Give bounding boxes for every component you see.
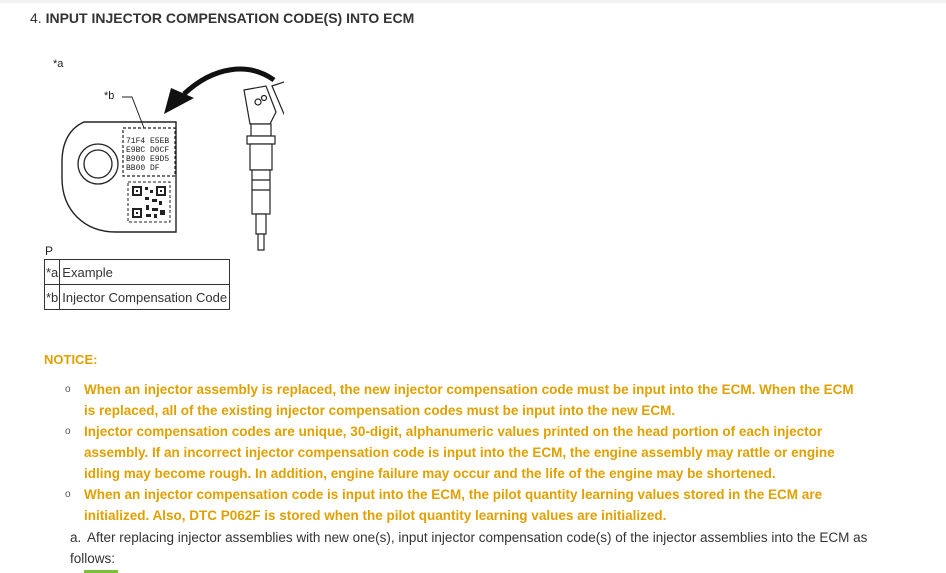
label-a: *a [53, 58, 64, 70]
step-number: 4. [30, 10, 42, 26]
notice-list [60, 379, 860, 526]
qr-code-icon [128, 182, 170, 222]
label-b: *b [104, 90, 115, 102]
legend-text: Example [60, 260, 230, 285]
figure-legend-table [44, 259, 230, 310]
notice-item [60, 379, 860, 421]
notice-item-text: When an injector assembly is replaced, the new injector compensation code must be input into the ECM. When the ECM is replaced, all of the existing injector compensation codes must be input into the new ECM. [84, 382, 854, 418]
step-heading: INPUT INJECTOR COMPENSATION CODE(S) INTO ECM [45, 10, 415, 26]
code-line-4: BB00 DF [126, 164, 160, 173]
legend-key: *a [45, 260, 60, 285]
figure-corner-mark: P [45, 244, 54, 258]
notice-item [60, 421, 860, 484]
injector-diagram [44, 52, 284, 262]
code-line-1: 71F4 E5EB [126, 137, 170, 146]
substep-text: After replacing injector assemblies with new one(s), input injector compensation code(s) of the injector assemblies into the ECM as follows: [70, 530, 868, 566]
bullet-icon: o [65, 384, 71, 395]
substep-marker: a. [70, 530, 82, 545]
legend-row [45, 260, 230, 285]
notice-item [60, 484, 860, 526]
legend-row [45, 285, 230, 310]
top-divider [0, 0, 946, 3]
bullet-icon: o [65, 426, 71, 437]
step-title [30, 10, 414, 26]
code-line-3: B900 E9D5 [126, 155, 170, 164]
plate-hole-inner [84, 150, 112, 178]
injector-illustration [44, 52, 284, 267]
substep-a [70, 527, 880, 569]
legend-key: *b [45, 285, 60, 310]
injector-assembly-icon [244, 78, 284, 250]
notice-title: NOTICE: [44, 352, 98, 367]
code-line-2: E9BC D0CF [126, 146, 170, 155]
notice-item-text: When an injector compensation code is input into the ECM, the pilot quantity learning values stored in the ECM are initialized. Also, DTC P062F is stored when the pilot quantity learning values are initialized. [84, 487, 823, 523]
legend-text: Injector Compensation Code [60, 285, 230, 310]
bullet-icon: o [65, 489, 71, 500]
notice-item-text: Injector compensation codes are unique, 30-digit, alphanumeric values printed on the head portion of each injector assembly. If an incorrect injector compensation code is input into the ECM, the engine assembly may rattle or engine idling may become rough. In addition, engine failure may occur and the life of the engine may be shortened. [84, 424, 835, 481]
